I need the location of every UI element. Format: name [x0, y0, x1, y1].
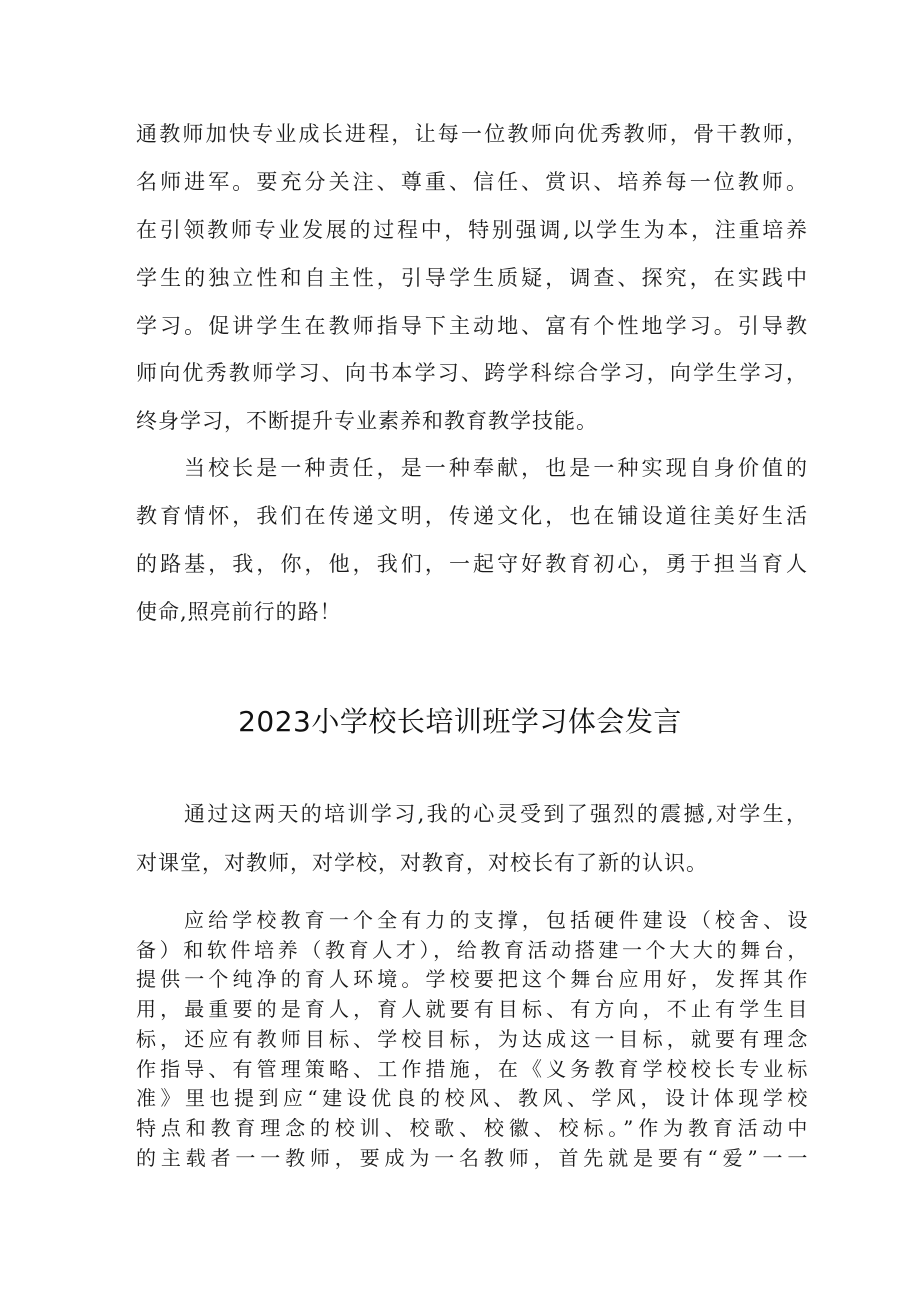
paragraph-line: 的主载者一一教师，要成为一名教师，首先就是要有“爱”一一	[136, 1146, 808, 1170]
paragraph-line: 通教师加快专业成长进程，让每一位教师向优秀教师，骨干教师，	[136, 122, 808, 146]
paragraph-line: 对课堂，对教师，对学校，对教育，对校长有了新的认识。	[136, 851, 708, 875]
paragraph-line: 应给学校教育一个全有力的支撑，包括硬件建设（校舍、设	[184, 908, 808, 932]
paragraph-line: 在引领教师专业发展的过程中，特别强调,以学生为本，注重培养	[136, 218, 808, 242]
paragraph-line: 标，还应有教师目标、学校目标，为达成这一目标，就要有理念	[136, 1027, 808, 1051]
paragraph-line: 准》里也提到应“建设优良的校风、教风、学风，设计体现学校	[136, 1086, 808, 1110]
paragraph-line: 用，最重要的是育人，育人就要有目标、有方向，不止有学生目	[136, 997, 808, 1021]
paragraph-line: 教育情怀，我们在传递文明，传递文化，也在铺设道往美好生活	[136, 504, 808, 528]
document-title: 2023小学校长培训班学习体会发言	[238, 705, 682, 738]
paragraph-line: 终身学习，不断提升专业素养和教育教学技能。	[136, 409, 598, 433]
paragraph-line: 师向优秀教师学习、向书本学习、跨学科综合学习，向学生学习，	[136, 361, 808, 385]
paragraph-line: 特点和教育理念的校训、校歌、校徽、校标。”作为教育活动中	[136, 1116, 808, 1140]
paragraph-line: 当校长是一种责任，是一种奉献，也是一种实现自身价值的	[184, 456, 808, 480]
paragraph-line: 通过这两天的培训学习,我的心灵受到了强烈的震撼,对学生，	[184, 802, 808, 826]
paragraph-line: 提供一个纯净的育人环境。学校要把这个舞台应用好，发挥其作	[136, 967, 808, 991]
paragraph-line: 学生的独立性和自主性，引导学生质疑，调查、探究，在实践中	[136, 266, 808, 290]
paragraph-line: 学习。促讲学生在教师指导下主动地、富有个性地学习。引导教	[136, 314, 808, 338]
paragraph-line: 使命,照亮前行的路！	[136, 600, 342, 624]
paragraph-line: 备）和软件培养（教育人才），给教育活动搭建一个大大的舞台，	[136, 938, 808, 962]
paragraph-line: 作指导、有管理策略、工作措施，在《义务教育学校校长专业标	[136, 1057, 808, 1081]
paragraph-line: 名师进军。要充分关注、尊重、信任、赏识、培养每一位教师。	[136, 170, 808, 194]
paragraph-line: 的路基，我，你，他，我们，一起守好教育初心，勇于担当育人	[136, 552, 808, 576]
